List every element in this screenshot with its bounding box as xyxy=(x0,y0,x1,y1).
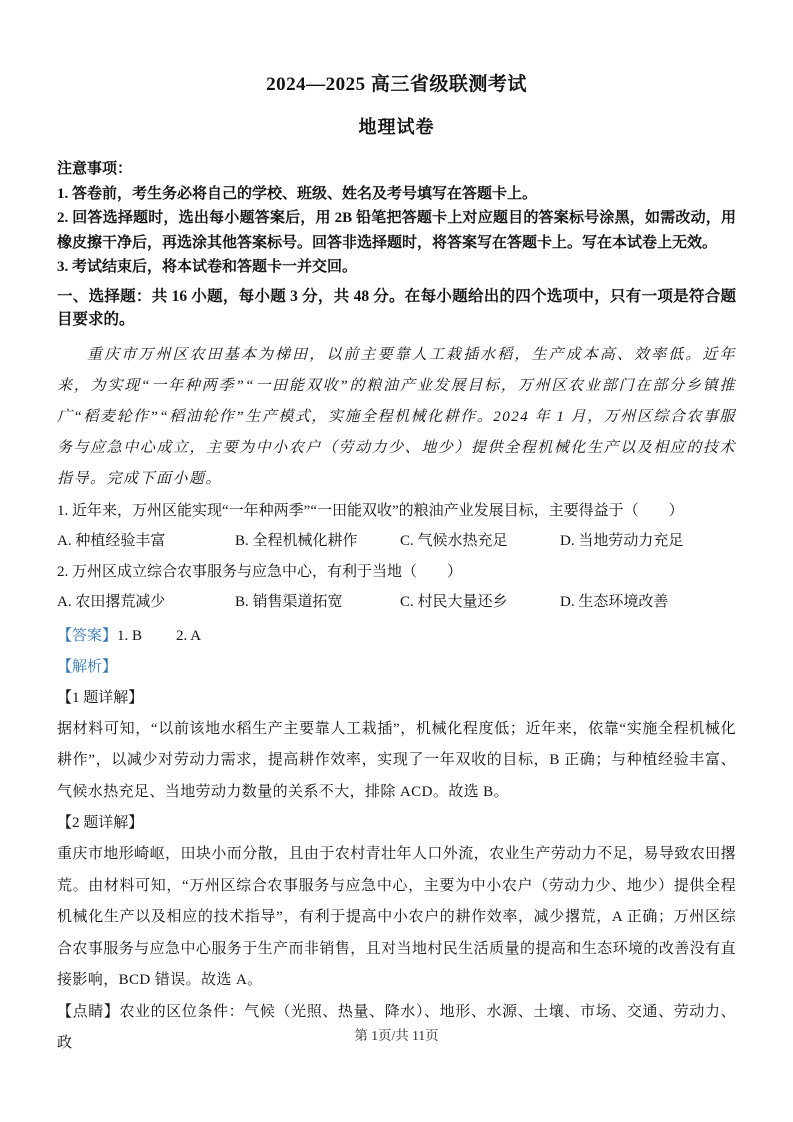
option-d: D. 生态环境改善 xyxy=(560,593,669,610)
question-1-text: 1. 近年来，万州区能实现“一年种两季”“一田能双收”的粮油产业发展目标，主要得益于（ ） xyxy=(57,502,684,519)
answer-label: 【答案】 xyxy=(57,627,118,644)
notice-section xyxy=(57,157,736,280)
tip-label: 【点睛】 xyxy=(57,1003,120,1020)
option-b: B. 销售渠道拓宽 xyxy=(235,593,343,610)
question-2 xyxy=(57,557,736,617)
option-a: A. 种植经验丰富 xyxy=(57,532,166,549)
option-b: B. 全程机械化耕作 xyxy=(235,532,358,549)
notice-heading: 注意事项： xyxy=(57,161,133,177)
analysis-line xyxy=(57,652,736,683)
option-d: D. 当地劳动力充足 xyxy=(560,532,684,549)
question-2-options xyxy=(57,587,736,617)
option-c: C. 村民大量还乡 xyxy=(400,593,508,610)
option-c: C. 气候水热充足 xyxy=(400,532,508,549)
question-2-text: 2. 万州区成立综合农事服务与应急中心，有利于当地（ ） xyxy=(57,563,463,580)
notice-item-3: 3. 考试结束后，将本试卷和答题卡一并交回。 xyxy=(57,259,358,275)
answer-item-1: 1. B xyxy=(117,627,143,644)
tip-text: 农业的区位条件：气候（光照、热量、降水）、地形、水源、土壤、市场、交通、劳动力、政 xyxy=(57,1003,736,1051)
option-a: A. 农田撂荒减少 xyxy=(57,593,166,610)
question-passage: 重庆市万州区农田基本为梯田，以前主要靠人工栽插水稻，生产成本高、效率低。近年来，为实现“一年种两季”“一田能双收”的粮油产业发展目标，万州区农业部门在部分乡镇推广“稻麦轮作”“稻油轮作”生产模式，实施全程机械化耕作。2024 年 1 月，万州区综合农事服务与应急中心成立，主要为中小农户（劳动力少、地少）提供全程机械化生产以及相应的技术指导。完成下面小题。 xyxy=(57,346,736,487)
explanation-2-body: 重庆市地形崎岖，田块小而分散，且由于农村青壮年人口外流，农业生产劳动力不足，易导致农田撂荒。由材料可知，“万州区综合农事服务与应急中心，主要为中小农户（劳动力少、地少）提供全程机械化生产以及相应的技术指导”，有利于提高中小农户的耕作效率，减少撂荒，A 正确；万州区综合农事服务与应急中心服务于生产而非销售，且对当地村民生活质量的提高和生态环境的改善没有直接影响，BCD 错误。故选 A。 xyxy=(57,846,736,988)
notice-item-2: 2. 回答选择题时，选出每小题答案后，用 2B 铅笔把答题卡上对应题目的答案标号涂黑，如需改动，用橡皮擦干净后，再选涂其他答案标号。回答非选择题时，将答案写在答题卡上。写在本试卷上无效。 xyxy=(57,210,736,251)
answer-item-2: 2. A xyxy=(176,627,202,644)
page-subtitle: 地理试卷 xyxy=(358,117,435,137)
notice-item-1: 1. 答卷前，考生务必将自己的学校、班级、姓名及考号填写在答题卡上。 xyxy=(57,185,538,202)
explanation-2-heading: 【2 题详解】 xyxy=(57,815,144,831)
page-title: 2024—2025 高三省级联测考试 xyxy=(266,74,527,95)
explanation-1-body: 据材料可知，“以前该地水稻生产主要靠人工栽插”，机械化程度低；近年来，依靠“实施全程机械化耕作”，以减少对劳动力需求，提高耕作效率，实现了一年双收的目标，B 正确；与种植经验丰富、气候水热充足、当地劳动力数量的关系不大，排除 ACD。故选 B。 xyxy=(57,720,736,800)
question-1 xyxy=(57,496,736,556)
analysis-label: 【解析】 xyxy=(57,658,118,675)
answer-line xyxy=(57,621,736,652)
explanation-1-heading: 【1 题详解】 xyxy=(57,689,144,706)
question-1-options xyxy=(57,526,736,556)
page-number-footer: 第 1页/共 11页 xyxy=(354,1028,439,1043)
section-heading: 一、选择题：共 16 小题，每小题 3 分，共 48 分。在每小题给出的四个选项中，只有一项是符合题目要求的。 xyxy=(57,287,736,328)
